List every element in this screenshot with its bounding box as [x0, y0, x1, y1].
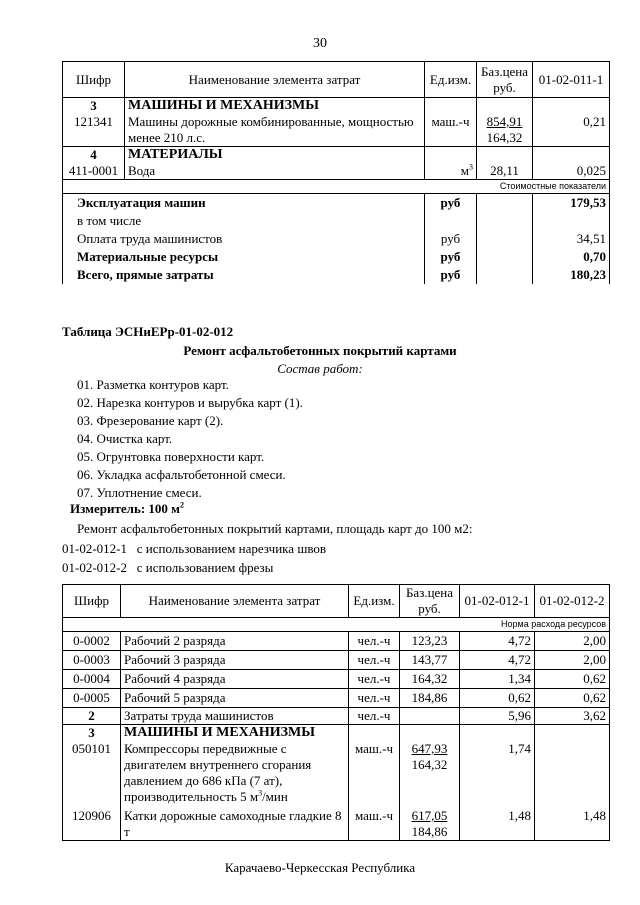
table-row [63, 741, 610, 805]
row-unit: чел.-ч [349, 670, 400, 689]
row-value-2: 2,00 [535, 651, 610, 670]
section-title: МАШИНЫ И МЕХАНИЗМЫ [125, 98, 425, 115]
row-value-1: 1,74 [460, 741, 535, 805]
composition-title: Состав работ: [277, 361, 363, 376]
work-step: 06. Укладка асфальтобетонной смеси. [77, 467, 286, 482]
norm-label: Норма расхода ресурсов [63, 618, 610, 632]
table-title: Ремонт асфальтобетонных покрытий картами [183, 343, 457, 358]
row-value-1: 5,96 [460, 708, 535, 725]
price-wage: 164,32 [486, 130, 523, 145]
summary-value: 180,23 [533, 266, 610, 284]
row-name: Машины дорожные комбинированные, мощностью менее 210 л.с. [125, 114, 425, 147]
summary-name: в том числе [63, 212, 425, 230]
section-number: 3 [63, 725, 121, 742]
row-value-1: 4,72 [460, 651, 535, 670]
row-price: 143,77 [400, 651, 460, 670]
section-title: МАТЕРИАЛЫ [125, 147, 425, 164]
section-number: 4 [63, 147, 125, 164]
table-row [63, 114, 610, 147]
row-price [477, 114, 533, 147]
table-row [63, 163, 610, 180]
row-unit: $м^3$ [425, 163, 477, 180]
footer-region: Карачаево-Черкесская Республика [224, 860, 416, 875]
row-code: 0-0005 [63, 689, 121, 708]
row-unit: маш.-ч [349, 805, 400, 841]
header-name: Наименование элемента затрат [125, 62, 425, 98]
row-value-2: 1,48 [535, 805, 610, 841]
price-total: 647,93 [411, 741, 448, 756]
header-price: Баз.цена руб. [400, 585, 460, 618]
header-unit: Ед.изм. [425, 62, 477, 98]
row-name: Рабочий 3 разряда [121, 651, 349, 670]
header-name: Наименование элемента затрат [121, 585, 349, 618]
row-value-2: 2,00 [535, 632, 610, 651]
summary-value [533, 212, 610, 230]
row-unit: чел.-ч [349, 689, 400, 708]
worker-rows [63, 632, 610, 708]
summary-unit: руб [425, 194, 477, 213]
variant-2: 01-02-012-2 с использованием фрезы [62, 560, 274, 575]
page-number: 30 [313, 36, 327, 51]
summary-row [63, 230, 610, 248]
summary-row [63, 266, 610, 284]
summary-empty [477, 194, 533, 213]
summary-empty [477, 212, 533, 230]
row-name: Затраты труда машинистов [121, 708, 349, 725]
summary-empty [477, 230, 533, 248]
row-code: 0-0003 [63, 651, 121, 670]
row-name: Рабочий 4 разряда [121, 670, 349, 689]
row-price [400, 805, 460, 841]
summary-unit: руб [425, 266, 477, 284]
measure-description: Ремонт асфальтобетонных покрытий картами, площадь карт до 100 м2: [77, 521, 473, 536]
resource-table-01-02-012 [62, 584, 610, 841]
header-norm-col: 01-02-011-1 [533, 62, 610, 98]
section-title: МАШИНЫ И МЕХАНИЗМЫ [121, 725, 349, 742]
row-price: 123,23 [400, 632, 460, 651]
row-price [400, 741, 460, 805]
table-row [63, 632, 610, 651]
price-total: 617,05 [411, 808, 448, 823]
row-code: 121341 [63, 114, 125, 147]
row-unit: маш.-ч [425, 114, 477, 147]
measure-unit: Измеритель: 100 $м^2$ [70, 500, 185, 516]
table-row [63, 651, 610, 670]
row-value-1: 0,62 [460, 689, 535, 708]
summary-name: Всего, прямые затраты [63, 266, 425, 284]
row-unit: чел.-ч [349, 651, 400, 670]
work-step: 07. Уплотнение смеси. [77, 485, 202, 500]
row-value: 0,21 [533, 114, 610, 147]
resource-table-01-02-011 [62, 61, 610, 284]
summary-name: Эксплуатация машин [63, 194, 425, 213]
summary-empty [477, 266, 533, 284]
row-price: 184,86 [400, 689, 460, 708]
header-code: Шифр [63, 585, 121, 618]
summary-name: Оплата труда машинистов [63, 230, 425, 248]
row-code: 2 [63, 708, 121, 725]
row-code: 0-0004 [63, 670, 121, 689]
row-value-2: 0,62 [535, 670, 610, 689]
table-row [63, 689, 610, 708]
work-step: 01. Разметка контуров карт. [77, 377, 229, 392]
work-step: 03. Фрезерование карт (2). [77, 413, 224, 428]
row-code: 411-0001 [63, 163, 125, 180]
row-code: 0-0002 [63, 632, 121, 651]
row-name: Компрессоры передвижные с двигателем внутреннего сгорания давлением до 686 кПа (7 ат), производительность 5 $м^3$/мин [121, 741, 349, 805]
row-value-1: 1,48 [460, 805, 535, 841]
work-step: 04. Очистка карт. [77, 431, 173, 446]
price-total: 854,91 [486, 114, 523, 129]
work-step: 02. Нарезка контуров и вырубка карт (1). [77, 395, 303, 410]
row-price: 28,11 [477, 163, 533, 180]
summary-unit: руб [425, 248, 477, 266]
table-caption: Таблица ЭСНиЕРр-01-02-012 [62, 324, 234, 339]
row-unit: чел.-ч [349, 632, 400, 651]
row-unit: чел.-ч [349, 708, 400, 725]
summary-row [63, 194, 610, 213]
row-code: 120906 [63, 805, 121, 841]
variant-1: 01-02-012-1 с использованием нарезчика швов [62, 541, 327, 556]
summary-empty [477, 248, 533, 266]
section-number: 3 [63, 98, 125, 115]
row-value-2: 0,62 [535, 689, 610, 708]
summary-rows [63, 194, 610, 285]
table-row [63, 805, 610, 841]
summary-name: Материальные ресурсы [63, 248, 425, 266]
row-name: Вода [125, 163, 425, 180]
row-name: Рабочий 5 разряда [121, 689, 349, 708]
cost-indicators-label: Стоимостные показатели [63, 180, 610, 194]
price-wage: 184,86 [411, 824, 448, 839]
summary-value: 34,51 [533, 230, 610, 248]
table-row [63, 670, 610, 689]
summary-value: 179,53 [533, 194, 610, 213]
row-value-1: 1,34 [460, 670, 535, 689]
header-norm-col-1: 01-02-012-1 [460, 585, 535, 618]
row-code: 050101 [63, 741, 121, 805]
row-price: 164,32 [400, 670, 460, 689]
work-step: 05. Огрунтовка поверхности карт. [77, 449, 265, 464]
row-unit: маш.-ч [349, 741, 400, 805]
summary-row [63, 248, 610, 266]
table-row [63, 708, 610, 725]
row-value-1: 4,72 [460, 632, 535, 651]
header-norm-col-2: 01-02-012-2 [535, 585, 610, 618]
row-name: Катки дорожные самоходные гладкие 8 т [121, 805, 349, 841]
header-price: Баз.цена руб. [477, 62, 533, 98]
summary-unit [425, 212, 477, 230]
summary-unit: руб [425, 230, 477, 248]
header-unit: Ед.изм. [349, 585, 400, 618]
row-value-2 [535, 741, 610, 805]
row-value: 0,025 [533, 163, 610, 180]
row-value-2: 3,62 [535, 708, 610, 725]
price-wage: 164,32 [411, 757, 448, 772]
header-code: Шифр [63, 62, 125, 98]
summary-row [63, 212, 610, 230]
summary-value: 0,70 [533, 248, 610, 266]
row-name: Рабочий 2 разряда [121, 632, 349, 651]
